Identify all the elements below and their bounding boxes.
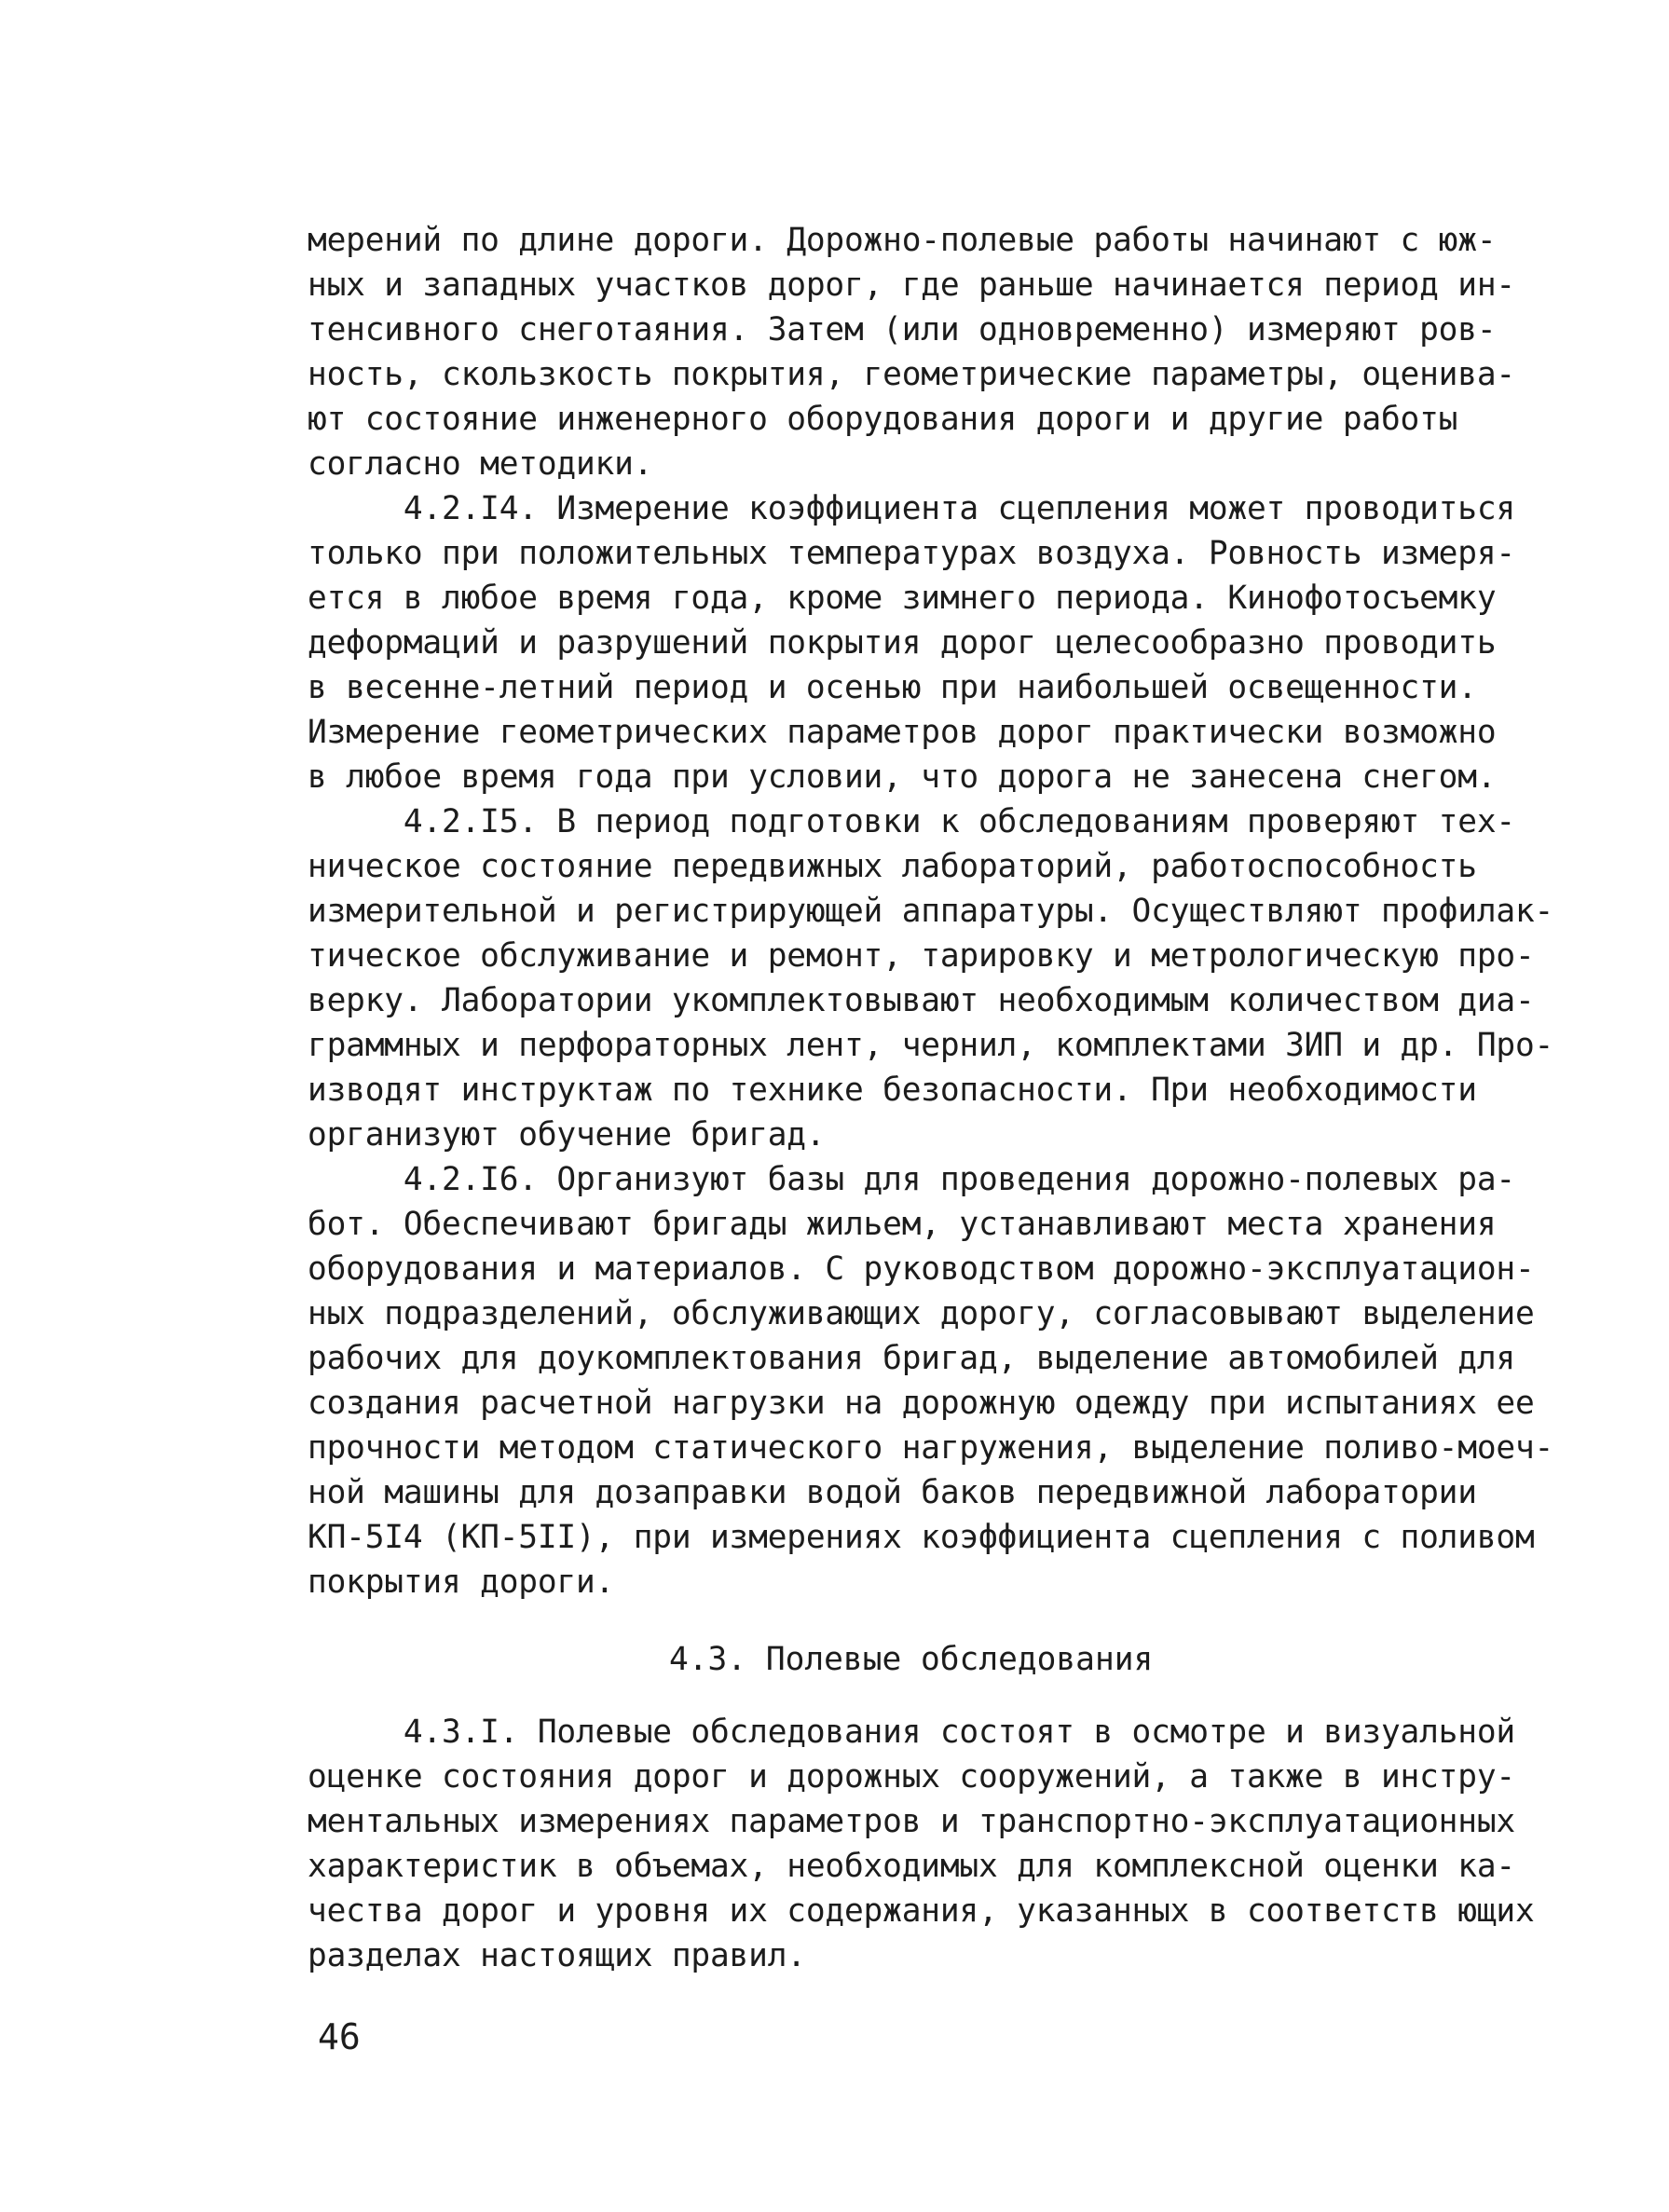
- text-line: создания расчетной нагрузки на дорожную одежду при испытаниях ее: [308, 1385, 1535, 1422]
- text-line: рабочих для доукомплектования бригад, выделение автомобилей для: [308, 1340, 1515, 1377]
- text-line: ных подразделений, обслуживающих дорогу, согласовывают выделение: [308, 1295, 1535, 1332]
- text-line: согласно методики.: [308, 445, 653, 483]
- text-line: чества дорог и уровня их содержания, указанных в соответств ющих: [308, 1892, 1535, 1930]
- text-line: верку. Лаборатории укомплектовывают необходимым количеством диа-: [308, 982, 1535, 1019]
- paragraph-4-2-16-start: 4.2.I6. Организуют базы для проведения дорожно-полевых ра-: [308, 1161, 1515, 1198]
- text-line: ность, скользкость покрытия, геометрические параметры, оценива-: [308, 356, 1515, 393]
- text-line: ническое состояние передвижных лабораторий, работоспособность: [308, 848, 1477, 885]
- text-line: характеристик в объемах, необходимых для комплексной оценки ка-: [308, 1848, 1515, 1885]
- text-line: в любое время года при условии, что дорога не занесена снегом.: [308, 758, 1497, 796]
- text-line: Измерение геометрических параметров дорог практически возможно: [308, 714, 1497, 751]
- text-line: ных и западных участков дорог, где раньше начинается период ин-: [308, 266, 1515, 304]
- text-line: ной машины для дозаправки водой баков передвижной лаборатории: [308, 1474, 1477, 1511]
- text-line: измерительной и регистрирующей аппаратуры. Осуществляют профилак-: [308, 893, 1554, 930]
- text-line: ется в любое время года, кроме зимнего периода. Кинофотосъемку: [308, 580, 1497, 617]
- text-line: только при положительных температурах воздуха. Ровность измеря-: [308, 535, 1515, 572]
- text-line: деформаций и разрушений покрытия дорог целесообразно проводить: [308, 624, 1497, 662]
- body-text-block-1: [308, 218, 1554, 1604]
- text-line: мерений по длине дороги. Дорожно-полевые работы начинают с юж-: [308, 222, 1497, 259]
- body-text-block-2: [308, 1710, 1535, 1978]
- text-line: бот. Обеспечивают бригады жильем, устанавливают места хранения: [308, 1206, 1497, 1243]
- page-number: 46: [318, 2016, 361, 2057]
- text-line: ментальных измерениях параметров и транспортно-эксплуатационных: [308, 1803, 1515, 1840]
- text-line: оценке состояния дорог и дорожных сооружений, а также в инстру-: [308, 1758, 1515, 1796]
- text-line: ют состояние инженерного оборудования дороги и другие работы: [308, 401, 1458, 438]
- text-line: тенсивного снеготаяния. Затем (или одновременно) измеряют ров-: [308, 311, 1497, 348]
- text-line: изводят инструктаж по технике безопасности. При необходимости: [308, 1072, 1477, 1109]
- section-heading: 4.3. Полевые обследования: [669, 1641, 1154, 1678]
- text-line: покрытия дороги.: [308, 1563, 615, 1601]
- text-line: оборудования и материалов. С руководством дорожно-эксплуатацион-: [308, 1250, 1535, 1288]
- text-line: организуют обучение бригад.: [308, 1116, 826, 1154]
- text-line: прочности методом статического нагружения, выделение поливо-моеч-: [308, 1429, 1554, 1467]
- text-line: тическое обслуживание и ремонт, тарировку и метрологическую про-: [308, 937, 1535, 975]
- paragraph-4-2-15-start: 4.2.I5. В период подготовки к обследованиям проверяют тех-: [308, 803, 1515, 840]
- text-line: разделах настоящих правил.: [308, 1937, 806, 1974]
- paragraph-4-3-1-start: 4.3.I. Полевые обследования состоят в осмотре и визуальной: [308, 1714, 1515, 1751]
- text-line: в весенне-летний период и осенью при наибольшей освещенности.: [308, 669, 1477, 706]
- text-line: граммных и перфораторных лент, чернил, комплектами ЗИП и др. Про-: [308, 1027, 1554, 1064]
- paragraph-4-2-14-start: 4.2.I4. Измерение коэффициента сцепления может проводиться: [308, 490, 1515, 527]
- text-line: КП-5I4 (КП-5II), при измерениях коэффициента сцепления с поливом: [308, 1519, 1535, 1556]
